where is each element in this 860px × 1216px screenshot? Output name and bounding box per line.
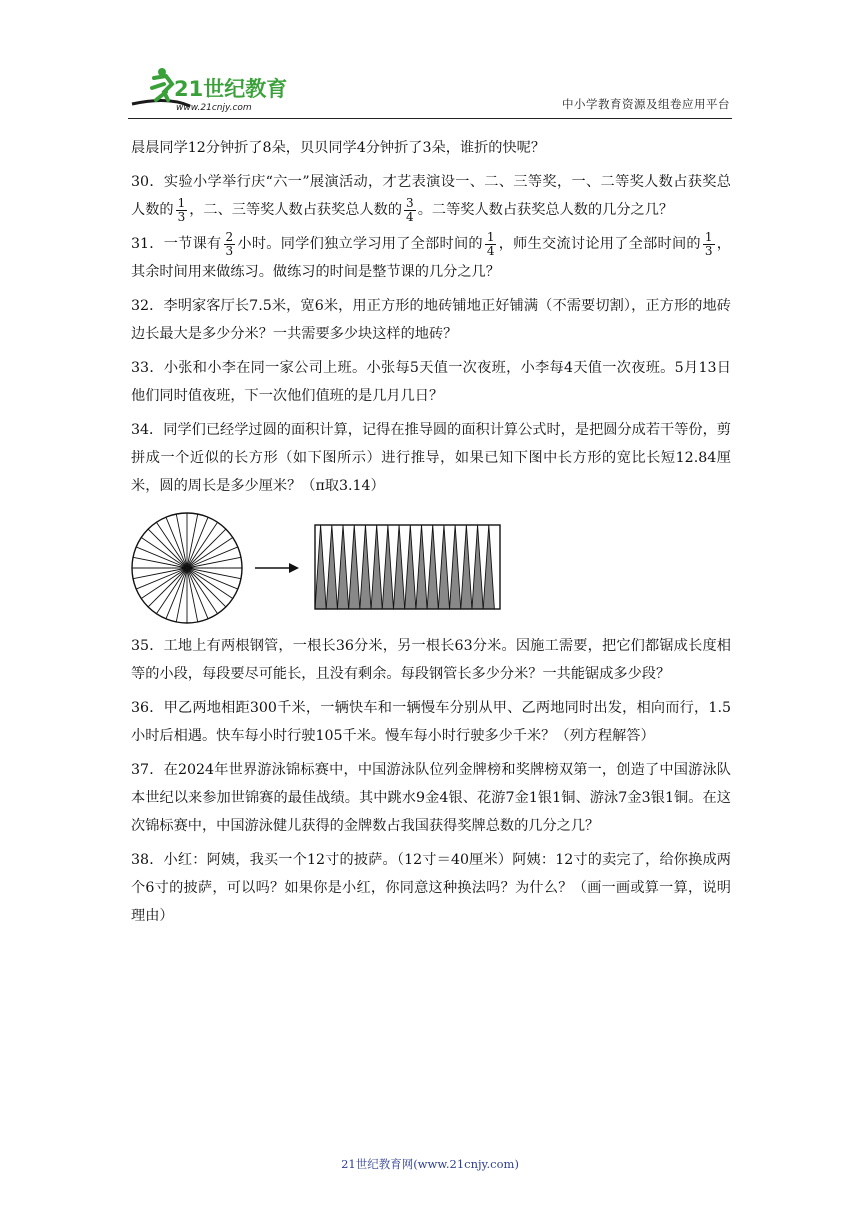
rect-strip-triangle <box>315 525 326 609</box>
circle-sector-line <box>187 529 226 568</box>
rect-strip-triangle <box>483 525 494 609</box>
rect-strip-triangle <box>349 525 360 609</box>
svg-text:www.21cnjy.com: www.21cnjy.com <box>176 103 252 113</box>
circle-to-rectangle-figure <box>131 508 731 626</box>
rect-strip-triangle <box>405 525 416 609</box>
problem-35: 35．工地上有两根钢管，一根长36分米，另一根长63分米。因施工需要，把它们都锯成长度相等的小段，每段要尽可能长，且没有剩余。每段钢管长多少分米？一共能锯成多少段？ <box>131 638 731 682</box>
problem-37: 37．在2024年世界游泳锦标赛中，中国游泳队位列金牌榜和奖牌榜双第一，创造了中国游泳队本世纪以来参加世锦赛的最佳战绩。其中跳水9金4银、花游7金1银1铜、游泳7金3银1铜。在这次锦标赛中，中国游泳健儿获得的金牌数占我国获得奖牌总数的几分之几？ <box>131 762 731 834</box>
svg-text:21世纪教育: 21世纪教育 <box>174 77 288 101</box>
rect-strip-triangle <box>427 525 438 609</box>
site-logo <box>128 66 298 116</box>
problem-list <box>131 134 731 936</box>
rect-strip-triangle <box>438 525 449 609</box>
approx-rectangle-diagram <box>315 525 500 609</box>
arrow-icon <box>255 563 299 573</box>
circle-sector-line <box>148 529 187 568</box>
page-header <box>128 66 732 119</box>
rect-strip-triangle <box>393 525 404 609</box>
rect-strip-triangle <box>416 525 427 609</box>
rect-strip-triangle <box>461 525 472 609</box>
rect-strip-triangle <box>371 525 382 609</box>
fraction: $\frac{2}{3}$ <box>225 229 234 258</box>
circle-divided-diagram <box>132 513 242 623</box>
problem-31: 31．一节课有 $\frac{2}{3}$ 小时。同学们独立学习用了全部时间的 $\frac{1}{4}$ ，师生交流讨论用了全部时间的 $\frac{1}{3}$ ，其余时间用来做练习。做练习的时间是整节课的几分之几？ <box>131 229 731 280</box>
circle-sector-line <box>187 568 226 607</box>
fraction: $\frac{1}{3}$ <box>704 229 713 258</box>
header-platform-text: 中小学教育资源及组卷应用平台 <box>562 97 730 111</box>
rect-strip-triangle <box>326 525 337 609</box>
circle-sector-line <box>148 568 187 607</box>
rect-strip-triangle <box>360 525 371 609</box>
problem-32: 32．李明家客厅长7.5米，宽6米，用正方形的地砖铺地正好铺满（不需要切割），正方形的地砖边长最大是多少分米？一共需要多少块这样的地砖？ <box>131 298 731 342</box>
rect-strip-triangle <box>450 525 461 609</box>
rect-strip-triangle <box>382 525 393 609</box>
problem-36: 36．甲乙两地相距300千米，一辆快车和一辆慢车分别从甲、乙两地同时出发，相向而行，1.5小时后相遇。快车每小时行驶105千米。慢车每小时行驶多少千米？（列方程解答） <box>131 700 731 744</box>
problem-30: 30．实验小学举行庆“六一”展演活动，才艺表演设一、二、三等奖，一、二等奖人数占获奖总人数的 $\frac{1}{3}$ ，二、三等奖人数占获奖总人数的 $\frac{3}{4}$ 。二等奖人数占获奖总人数的几分之几？ <box>131 174 731 224</box>
problem-38: 38．小红：阿姨，我买一个12寸的披萨。（12寸＝40厘米）阿姨：12寸的卖完了，给你换成两个6寸的披萨，可以吗？如果你是小红，你同意这种换法吗？为什么？（画一画或算一算，说明理由） <box>131 852 731 924</box>
fraction: $\frac{1}{3}$ <box>177 195 186 224</box>
fraction: $\frac{1}{4}$ <box>486 229 495 258</box>
fraction: $\frac{3}{4}$ <box>406 195 414 224</box>
rect-strip-triangle <box>337 525 348 609</box>
problem-34: 34．同学们已经学过圆的面积计算，记得在推导圆的面积计算公式时，是把圆分成若干等份，剪拼成一个近似的长方形（如下图所示）进行推导，如果已知下图中长方形的宽比长短12.84厘米，圆的周长是多少厘米？（π取3.14） <box>131 422 731 494</box>
page-footer: 21世纪教育网(www.21cnjy.com) <box>341 1157 519 1171</box>
problem-33: 33．小张和小李在同一家公司上班。小张每5天值一次夜班，小李每4天值一次夜班。5月13日他们同时值夜班，下一次他们值班的是几月几日？ <box>131 360 731 404</box>
problem-29-tail: 晨晨同学12分钟折了8朵，贝贝同学4分钟折了3朵，谁折的快呢？ <box>131 140 546 156</box>
rect-strip-triangle <box>472 525 483 609</box>
